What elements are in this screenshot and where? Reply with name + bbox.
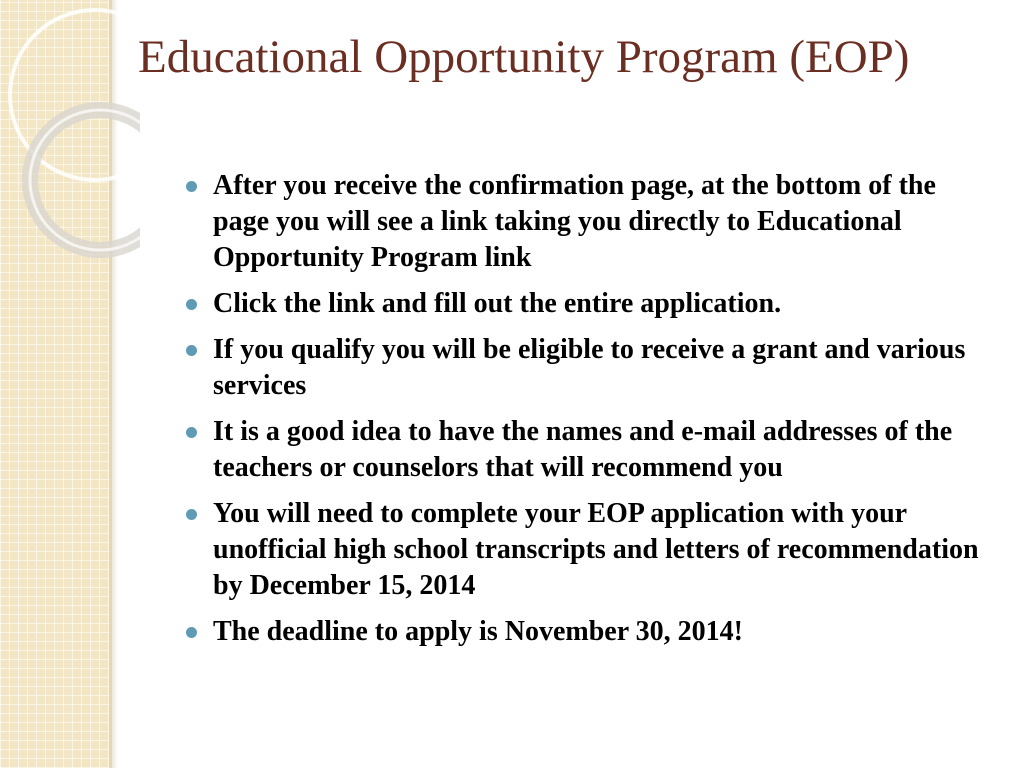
bullet-dot-icon — [186, 427, 197, 438]
bullet-dot-icon — [186, 299, 197, 310]
bullet-item — [183, 414, 998, 486]
bullet-text: After you receive the confirmation page, at the bottom of the page you will see a link taking you directly to Educational Opportunity Program link — [213, 170, 936, 273]
decorative-rings-icon — [0, 0, 140, 260]
slide-title: Educational Opportunity Program (EOP) — [138, 31, 910, 83]
bullet-text: If you qualify you will be eligible to receive a grant and various services — [213, 334, 966, 401]
bullet-text: The deadline to apply is November 30, 2014! — [213, 616, 743, 647]
bullet-item — [183, 614, 998, 650]
bullet-list — [183, 168, 998, 660]
bullet-item — [183, 168, 998, 276]
bullet-dot-icon — [186, 181, 197, 192]
bullet-item — [183, 496, 998, 604]
bullet-text: You will need to complete your EOP application with your unofficial high school transcripts and letters of recommendation by December 15, 2014 — [213, 498, 979, 601]
bullet-text: Click the link and fill out the entire application. — [213, 288, 782, 319]
bullet-text: It is a good idea to have the names and e-mail addresses of the teachers or counselors that will recommend you — [213, 416, 953, 483]
bullet-dot-icon — [186, 627, 197, 638]
bullet-dot-icon — [186, 345, 197, 356]
bullet-item — [183, 286, 998, 322]
bullet-item — [183, 332, 998, 404]
bullet-dot-icon — [186, 509, 197, 520]
